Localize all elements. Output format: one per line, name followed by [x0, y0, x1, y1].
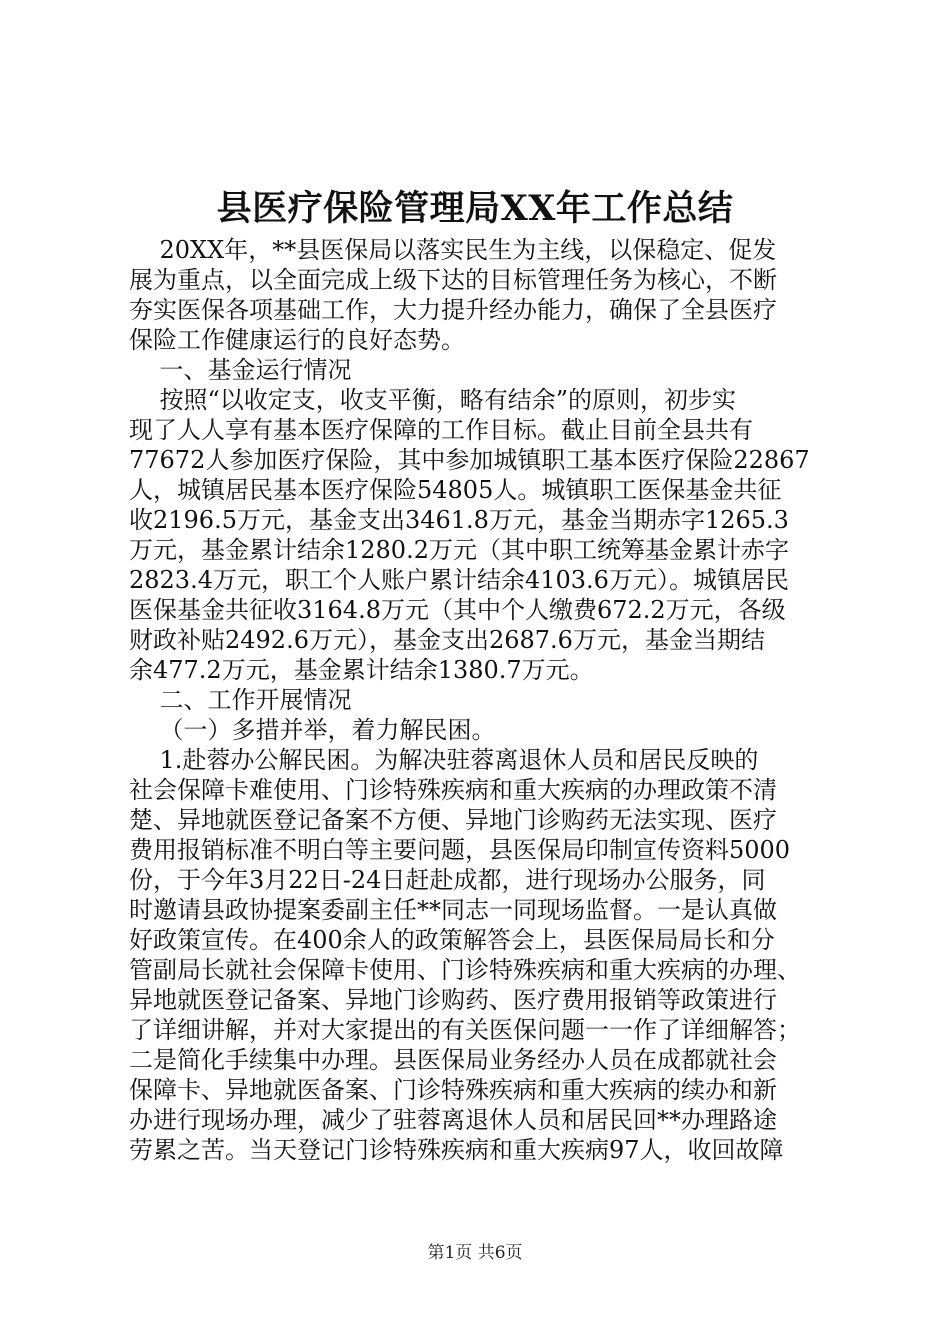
body-line: 财政补贴2492.6万元），基金支出2687.6万元，基金当期结 [129, 626, 765, 654]
body-line: 时邀请县政协提案委副主任**同志一同现场监督。一是认真做 [129, 896, 777, 924]
body-line: 20XX年，**县医保局以落实民生为主线，以保稳定、促发 [129, 236, 777, 264]
body-line: 一、基金运行情况 [129, 356, 352, 384]
body-line: 夯实医保各项基础工作，大力提升经办能力，确保了全县医疗 [129, 296, 777, 324]
body-line: 人，城镇居民基本医疗保险54805人。城镇职工医保基金共征 [129, 476, 782, 504]
body-line: 份，于今年3月22日-24日赶赴成都，进行现场办公服务，同 [129, 866, 766, 894]
body-line: 1.赴蓉办公解民困。为解决驻蓉离退休人员和居民反映的 [129, 746, 759, 774]
body-line: 余477.2万元，基金累计结余1380.7万元。 [129, 656, 594, 684]
body-line: 保险工作健康运行的良好态势。 [129, 326, 465, 354]
body-line: 2823.4万元，职工个人账户累计结余4103.6万元）。城镇居民 [129, 566, 789, 594]
body-line: 万元，基金累计结余1280.2万元（其中职工统筹基金累计赤字 [129, 536, 789, 564]
body-line: 医保基金共征收3164.8万元（其中个人缴费672.2万元，各级 [129, 596, 786, 624]
body-line: 二是简化手续集中办理。县医保局业务经办人员在成都就社会 [129, 1046, 777, 1074]
body-line: 好政策宣传。在400余人的政策解答会上，县医保局局长和分 [129, 926, 775, 954]
body-line: 社会保障卡难使用、门诊特殊疾病和重大疾病的办理政策不清 [129, 776, 777, 804]
body-line: 管副局长就社会保障卡使用、门诊特殊疾病和重大疾病的办理、 [129, 956, 801, 984]
document-body [129, 235, 833, 1165]
body-line: 77672人参加医疗保险，其中参加城镇职工基本医疗保险22867 [129, 446, 810, 474]
body-line: 收2196.5万元，基金支出3461.8万元，基金当期赤字1265.3 [129, 506, 789, 534]
body-line: 异地就医登记备案、异地门诊购药、医疗费用报销等政策进行 [129, 986, 777, 1014]
page-footer: 第1页 共6页 [427, 1243, 523, 1263]
body-line: 展为重点，以全面完成上级下达的目标管理任务为核心，不断 [129, 266, 777, 294]
body-line: 办进行现场办理，减少了驻蓉离退休人员和居民回**办理路途 [129, 1106, 777, 1134]
document-title: 县医疗保险管理局XX年工作总结 [216, 188, 734, 229]
body-line: （一）多措并举，着力解民困。 [129, 716, 496, 744]
body-line: 了详细讲解，并对大家提出的有关医保问题一一作了详细解答； [129, 1016, 801, 1044]
body-line: 楚、异地就医登记备案不方便、异地门诊购药无法实现、医疗 [129, 806, 777, 834]
body-line: 费用报销标准不明白等主要问题，县医保局印制宣传资料5000 [129, 836, 791, 864]
body-line: 二、工作开展情况 [129, 686, 352, 714]
body-line: 现了人人享有基本医疗保障的工作目标。截止目前全县共有 [129, 416, 753, 444]
body-line: 保障卡、异地就医备案、门诊特殊疾病和重大疾病的续办和新 [129, 1076, 777, 1104]
body-line: 劳累之苦。当天登记门诊特殊疾病和重大疾病97人，收回故障 [129, 1136, 784, 1164]
body-line: 按照“以收定支，收支平衡，略有结余”的原则，初步实 [129, 386, 737, 414]
